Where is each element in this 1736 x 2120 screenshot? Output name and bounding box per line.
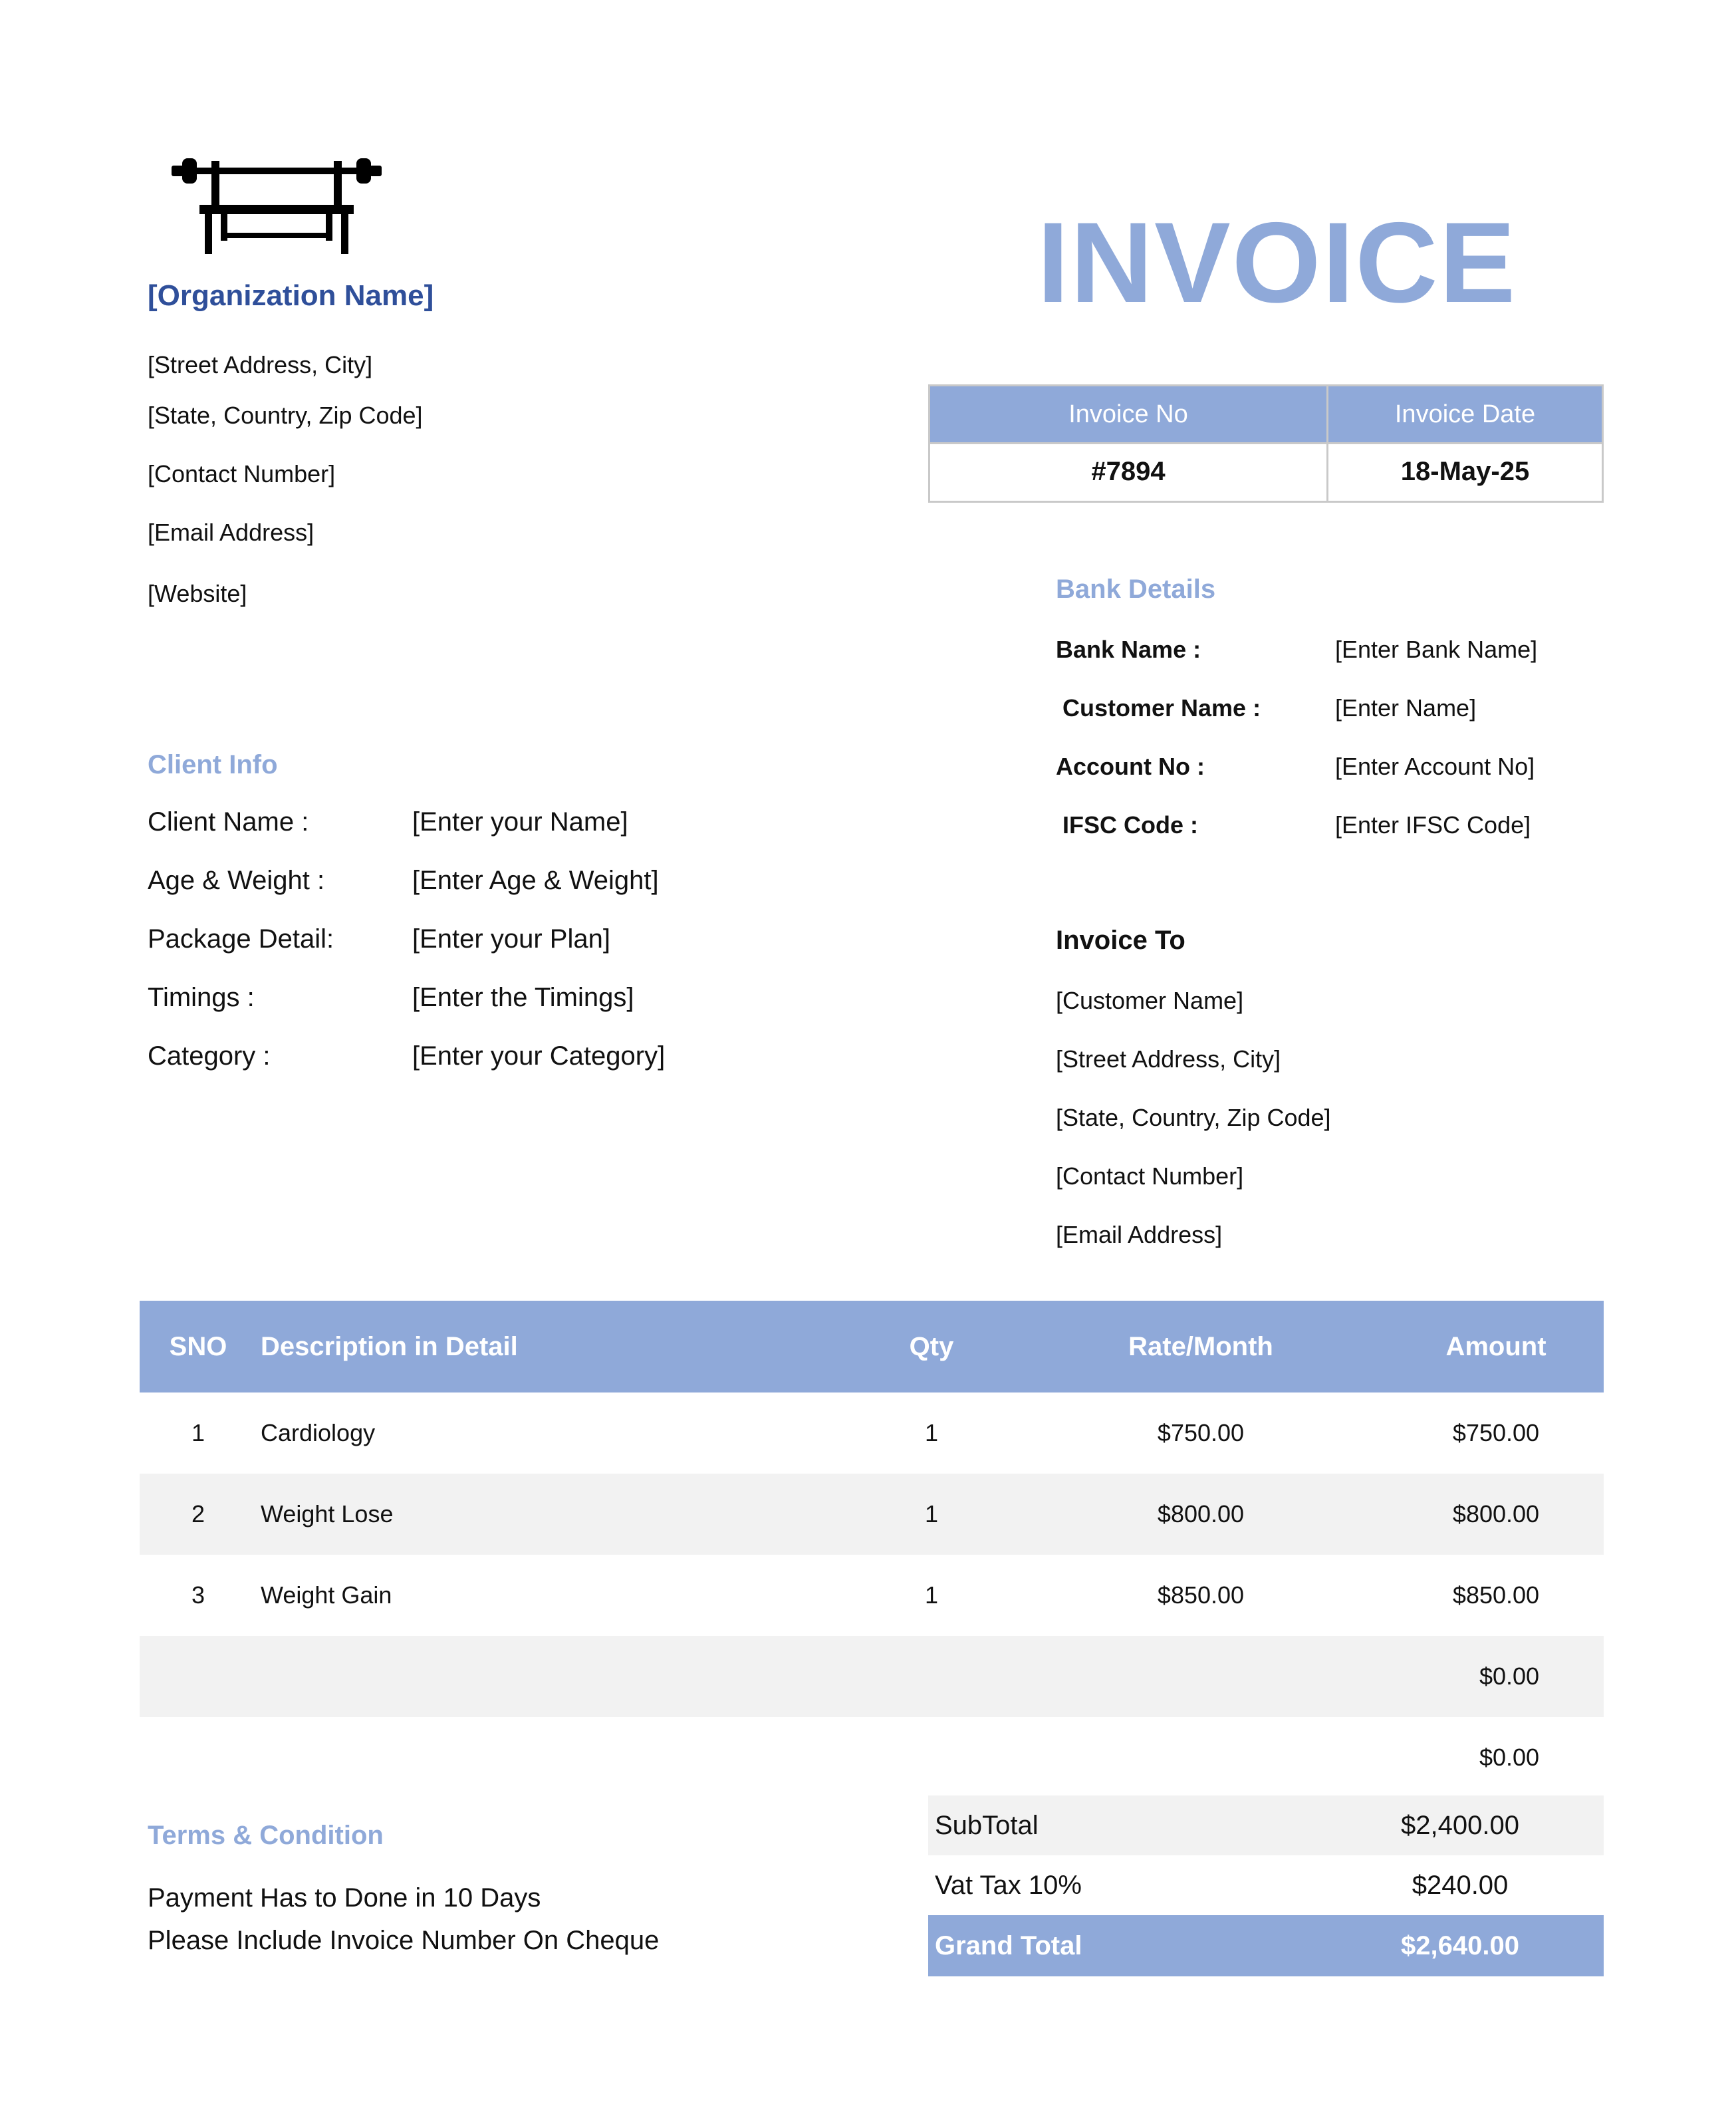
tax-value: $240.00: [1412, 1870, 1509, 1900]
row-sno: 1: [191, 1419, 205, 1446]
row-description: [261, 1717, 859, 1798]
invoice-no-value: #7894: [1091, 456, 1166, 486]
row-amount: $750.00: [1452, 1419, 1540, 1446]
bank-name-label: Bank Name :: [1056, 636, 1201, 663]
subtotal-label: SubTotal: [935, 1810, 1039, 1840]
header-amount: Amount: [1445, 1331, 1547, 1361]
row-rate: $850.00: [1157, 1581, 1245, 1609]
row-amount: $850.00: [1452, 1581, 1540, 1609]
row-rate: [1061, 1636, 1340, 1717]
row-description: Weight Lose: [261, 1500, 394, 1527]
header-sno: SNO: [169, 1331, 227, 1361]
invoice-to-state: [State, Country, Zip Code]: [1056, 1104, 1331, 1131]
bank-name-value: [Enter Bank Name]: [1335, 636, 1538, 663]
row-sno: [140, 1717, 257, 1798]
grand-total-value: $2,640.00: [1401, 1930, 1519, 1960]
age-weight-label: Age & Weight :: [148, 866, 325, 895]
row-qty: [862, 1717, 1001, 1798]
tax-row: [928, 1855, 1604, 1915]
ifsc-code-value: [Enter IFSC Code]: [1335, 811, 1531, 839]
header-rate: Rate/Month: [1128, 1331, 1273, 1361]
invoice-no-header: Invoice No: [930, 386, 1326, 442]
terms-line: Please Include Invoice Number On Cheque: [148, 1926, 660, 1955]
timings-value: [Enter the Timings]: [412, 983, 634, 1012]
client-info-title: Client Info: [148, 750, 278, 779]
weight-bench-icon: [170, 154, 383, 261]
row-qty: 1: [924, 1581, 939, 1609]
invoice-title: INVOICE: [1037, 199, 1517, 327]
organization-name: [Organization Name]: [148, 279, 434, 312]
row-sno: 2: [191, 1500, 205, 1527]
row-description: Weight Gain: [261, 1581, 392, 1609]
row-description: [261, 1636, 859, 1717]
bank-details-title: Bank Details: [1056, 575, 1216, 604]
header-qty: Qty: [909, 1331, 954, 1361]
org-street: [Street Address, City]: [148, 351, 373, 378]
package-detail-value: [Enter your Plan]: [412, 924, 610, 954]
invoice-to-customer: [Customer Name]: [1056, 987, 1244, 1014]
terms-line: Payment Has to Done in 10 Days: [148, 1883, 541, 1913]
customer-name-label: Customer Name :: [1062, 694, 1261, 722]
row-qty: 1: [924, 1419, 939, 1446]
invoice-date-value: 18-May-25: [1400, 456, 1530, 486]
row-rate: [1061, 1717, 1340, 1798]
invoice-date-header: Invoice Date: [1328, 386, 1602, 442]
ifsc-code-label: IFSC Code :: [1062, 811, 1198, 839]
table-row: [140, 1555, 1604, 1636]
items-table: [140, 1301, 1604, 1798]
row-sno: [140, 1636, 257, 1717]
row-qty: [862, 1636, 1001, 1717]
row-amount: $800.00: [1452, 1500, 1540, 1527]
org-website: [Website]: [148, 580, 247, 607]
invoice-to-title: Invoice To: [1056, 926, 1185, 955]
row-rate: $800.00: [1157, 1500, 1245, 1527]
items-header-row: [140, 1301, 1604, 1392]
grand-total-row: [928, 1915, 1604, 1976]
subtotal-value: $2,400.00: [1401, 1810, 1519, 1840]
totals-block: [928, 1795, 1604, 1976]
client-name-value: [Enter your Name]: [412, 807, 628, 837]
meta-divider-horizontal: [930, 442, 1602, 444]
invoice-to-contact: [Contact Number]: [1056, 1162, 1244, 1190]
subtotal-row: [928, 1795, 1604, 1855]
table-row: [140, 1392, 1604, 1474]
header-description: Description in Detail: [261, 1331, 518, 1361]
client-name-label: Client Name :: [148, 807, 309, 837]
row-amount: $0.00: [1479, 1744, 1540, 1771]
timings-label: Timings :: [148, 983, 255, 1012]
table-row: [140, 1636, 1604, 1717]
category-label: Category :: [148, 1041, 271, 1071]
org-contact: [Contact Number]: [148, 460, 336, 487]
org-state: [State, Country, Zip Code]: [148, 402, 423, 429]
package-detail-label: Package Detail:: [148, 924, 334, 954]
row-rate: $750.00: [1157, 1419, 1245, 1446]
row-sno: 3: [191, 1581, 205, 1609]
row-description: Cardiology: [261, 1419, 376, 1446]
org-email: [Email Address]: [148, 519, 314, 546]
table-row: [140, 1474, 1604, 1555]
tax-label: Vat Tax 10%: [935, 1870, 1082, 1900]
account-no-label: Account No :: [1056, 753, 1205, 780]
invoice-meta-table: [928, 384, 1604, 503]
category-value: [Enter your Category]: [412, 1041, 666, 1071]
grand-total-label: Grand Total: [935, 1930, 1082, 1960]
terms-title: Terms & Condition: [148, 1821, 384, 1850]
row-amount: $0.00: [1479, 1662, 1540, 1690]
age-weight-value: [Enter Age & Weight]: [412, 866, 659, 895]
invoice-to-street: [Street Address, City]: [1056, 1045, 1281, 1073]
row-qty: 1: [924, 1500, 939, 1527]
customer-name-value: [Enter Name]: [1335, 694, 1477, 722]
account-no-value: [Enter Account No]: [1335, 753, 1535, 780]
table-row: [140, 1717, 1604, 1798]
invoice-to-email: [Email Address]: [1056, 1221, 1223, 1248]
